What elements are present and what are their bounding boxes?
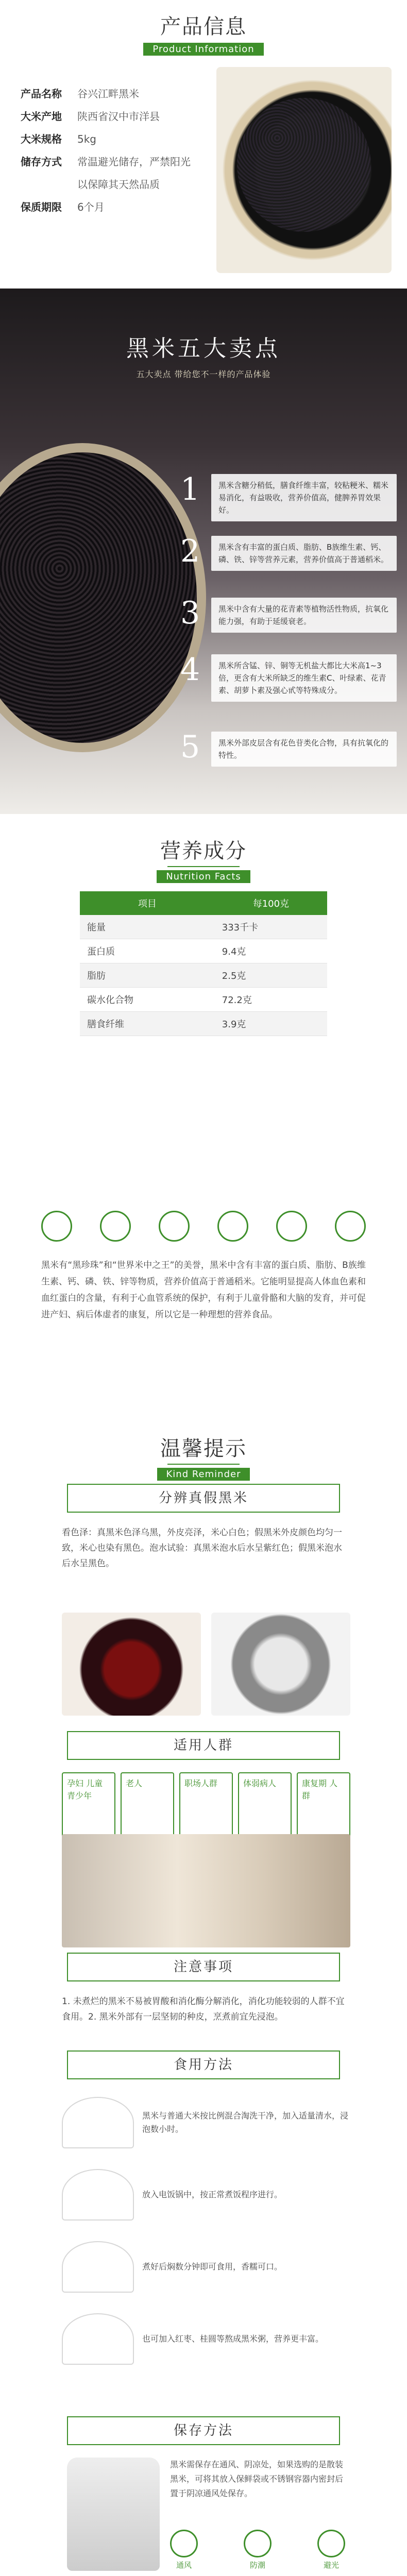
crowd-list <box>62 1772 350 1844</box>
highlights-title <box>0 330 407 380</box>
cooking-step-text: 黑米与普通大米按比例混合淘洗干净，加入适量清水，浸泡数小时。 <box>142 2111 349 2134</box>
rice-cooker-icon <box>62 2169 134 2221</box>
storage-icon-label: 防潮 <box>249 2561 265 2570</box>
info-row <box>21 173 211 196</box>
stomach-icon <box>217 1211 248 1242</box>
info-key <box>21 173 77 196</box>
table-cell: 72.2克 <box>215 988 327 1012</box>
fake-rice-image <box>211 1613 350 1716</box>
product-info-section <box>0 0 407 289</box>
crowd-item: 孕妇 儿童 青少年 <box>62 1772 115 1844</box>
notes-text: 1. 未煮烂的黑米不易被胃酸和消化酶分解消化，消化功能较弱的人群不宜食用。2. 黑米外部有一层坚韧的种皮，烹煮前宜先浸泡。 <box>62 1996 345 2022</box>
highlight-number: 4 <box>180 652 200 688</box>
identify-banner: 分辨真假黑米 <box>67 1484 340 1513</box>
storage-text: 黑米需保存在通风、阴凉处，如果选购的是散装黑米，可将其放入保鲜袋或不锈钢容器内密封后置于阴凉通风处保存。 <box>170 2460 344 2498</box>
highlight-text: 黑米所含锰、锌、铜等无机盐大都比大米高1~3倍，更含有大米所缺乏的维生素C、叶绿素、花青素、胡萝卜素及强心甙等特殊成分。 <box>211 654 397 702</box>
info-key: 储存方式 <box>21 156 62 168</box>
soaked-rice-image <box>62 1613 201 1716</box>
nutrition-description: 黑米有“黑珍珠”和“世界米中之王”的美誉，黑米中含有丰富的蛋白质、脂肪、B族维生素、钙、磷、铁、锌等物质，营养价值高于普通稻米。它能明显提高人体血色素和血红蛋白的含量，有利于心血管系统的保护，有利于儿童骨骼和大脑的发育，并可促进产妇、病后体虚者的康复，所以它是一种理想的营养食品。 <box>41 1260 366 1320</box>
cooking-step <box>62 2313 350 2365</box>
storage-icons <box>170 2530 345 2570</box>
highlight-number: 1 <box>180 471 200 507</box>
section-subtitle: Nutrition Facts <box>157 870 250 883</box>
storage-icon-item <box>170 2530 198 2570</box>
storage-icon-label: 通风 <box>176 2561 192 2570</box>
info-row <box>21 196 211 218</box>
info-value: 6个月 <box>77 201 105 213</box>
cooking-step <box>62 2169 350 2221</box>
cooking-step-text: 煮好后焖数分钟即可食用，香糯可口。 <box>142 2262 283 2272</box>
rice-jar-image <box>67 2458 160 2571</box>
crowd-item: 老人 <box>121 1772 174 1844</box>
table-cell: 2.5克 <box>215 963 327 988</box>
cooking-step <box>62 2097 350 2148</box>
liver-icon <box>276 1211 307 1242</box>
table-row <box>80 939 327 963</box>
crowd-banner: 适用人群 <box>67 1731 340 1760</box>
highlight-text: 黑米含糖分稍低，膳食纤维丰富，较粘粳米、糯米易消化，有益吸收，营养价值高，健脾养胃效果好。 <box>211 474 397 521</box>
organ-icons-row <box>41 1211 366 1242</box>
tips-section <box>0 1427 407 1942</box>
highlights-title-text: 黑米五大卖点 <box>126 335 281 362</box>
storage-banner: 保存方法 <box>67 2416 340 2445</box>
info-key: 产品名称 <box>21 88 62 100</box>
table-row <box>80 963 327 988</box>
table-cell: 9.4克 <box>215 939 327 963</box>
storage-section <box>0 2406 407 2576</box>
black-rice-bowl-image <box>0 443 206 752</box>
table-cell: 3.9克 <box>215 1012 327 1036</box>
crowd-item: 康复期 人群 <box>297 1772 350 1844</box>
storage-icon-item <box>317 2530 345 2570</box>
highlight-text: 黑米含有丰富的蛋白质、脂肪、B族维生素、钙、磷、铁、锌等营养元素，营养价值高于普通稻米。 <box>211 536 397 571</box>
highlight-number: 3 <box>180 595 200 631</box>
heart-icon <box>100 1211 131 1242</box>
table-header: 项目 <box>80 891 215 915</box>
highlights-subtitle: 五大卖点 带给您不一样的产品体验 <box>136 369 271 379</box>
info-value: 常温避光储存，严禁阳光 <box>77 156 191 168</box>
nutrition-heading <box>0 814 407 883</box>
storage-icon-item <box>244 2530 272 2570</box>
section-title: 营养成分 <box>160 839 247 863</box>
table-row <box>80 1012 327 1036</box>
info-value: 谷兴江畔黑米 <box>77 88 139 100</box>
highlight-point <box>180 471 397 521</box>
identify-text: 看色泽：真黑米色泽乌黑，外皮亮泽，米心白色；假黑米外皮颜色均匀一致，米心也染有黑色。泡水试验：真黑米泡水后水呈紫红色；假黑米泡水后水呈黑色。 <box>62 1528 342 1569</box>
brain-icon <box>41 1211 72 1242</box>
section-title: 温馨提示 <box>160 1437 247 1461</box>
highlight-text: 黑米中含有大量的花青素等植物活性物质，抗氧化能力强，有助于延缓衰老。 <box>211 598 397 633</box>
product-info-heading <box>0 0 407 56</box>
steaming-bowl-icon <box>62 2241 134 2293</box>
crowd-item: 职场人群 <box>179 1772 233 1844</box>
product-info-body <box>21 67 392 273</box>
highlight-number: 2 <box>180 533 200 569</box>
ventilation-icon <box>170 2530 198 2557</box>
kidney-icon <box>335 1211 366 1242</box>
table-cell: 蛋白质 <box>80 939 215 963</box>
info-row <box>21 105 211 128</box>
section-divider <box>167 866 240 867</box>
table-header-row <box>80 891 327 915</box>
table-cell: 333千卡 <box>215 915 327 939</box>
info-row <box>21 82 211 105</box>
info-row <box>21 128 211 150</box>
table-cell: 膳食纤维 <box>80 1012 215 1036</box>
info-value: 5kg <box>77 133 97 145</box>
table-cell: 脂肪 <box>80 963 215 988</box>
highlight-number: 5 <box>180 729 200 765</box>
cooking-banner: 食用方法 <box>67 2050 340 2079</box>
table-header: 每100克 <box>215 891 327 915</box>
section-divider <box>167 1464 240 1465</box>
cooking-step-text: 放入电饭锅中，按正常煮饭程序进行。 <box>142 2190 283 2199</box>
info-value: 以保障其天然品质 <box>77 178 160 191</box>
highlight-point <box>180 654 397 702</box>
tips-heading <box>0 1427 407 1481</box>
info-key: 大米规格 <box>21 133 62 145</box>
info-key: 保质期限 <box>21 201 62 213</box>
notes-banner: 注意事项 <box>67 1953 340 1981</box>
info-value: 陕西省汉中市洋县 <box>77 110 160 123</box>
porridge-icon <box>62 2313 134 2365</box>
highlight-point <box>180 729 397 767</box>
family-image <box>62 1834 350 1947</box>
nutrition-section <box>0 814 407 1427</box>
lung-icon <box>159 1211 190 1242</box>
cooking-step <box>62 2241 350 2293</box>
section-title: 产品信息 <box>160 15 247 39</box>
sun-block-icon <box>317 2530 345 2557</box>
table-cell: 碳水化合物 <box>80 988 215 1012</box>
table-row <box>80 915 327 939</box>
moisture-proof-icon <box>244 2530 272 2557</box>
section-subtitle: Product Information <box>143 43 263 56</box>
info-row <box>21 150 211 173</box>
highlight-text: 黑米外部皮层含有花色苷类化合物，具有抗氧化的特性。 <box>211 732 397 767</box>
section-subtitle: Kind Reminder <box>157 1468 250 1481</box>
rice-bowl-icon <box>62 2097 134 2148</box>
crowd-item: 体弱病人 <box>238 1772 292 1844</box>
highlight-point <box>180 595 397 633</box>
table-row <box>80 988 327 1012</box>
highlights-section <box>0 289 407 814</box>
black-rice-bowl-image <box>216 67 392 273</box>
notes-section <box>0 1942 407 2406</box>
storage-icon-label: 避光 <box>323 2561 339 2570</box>
nutrition-table <box>80 891 327 1036</box>
info-key: 大米产地 <box>21 110 62 123</box>
highlight-point <box>180 533 397 571</box>
table-cell: 能量 <box>80 915 215 939</box>
cooking-step-text: 也可加入红枣、桂圆等熬成黑米粥，营养更丰富。 <box>142 2334 324 2344</box>
product-info-rows <box>21 82 211 218</box>
